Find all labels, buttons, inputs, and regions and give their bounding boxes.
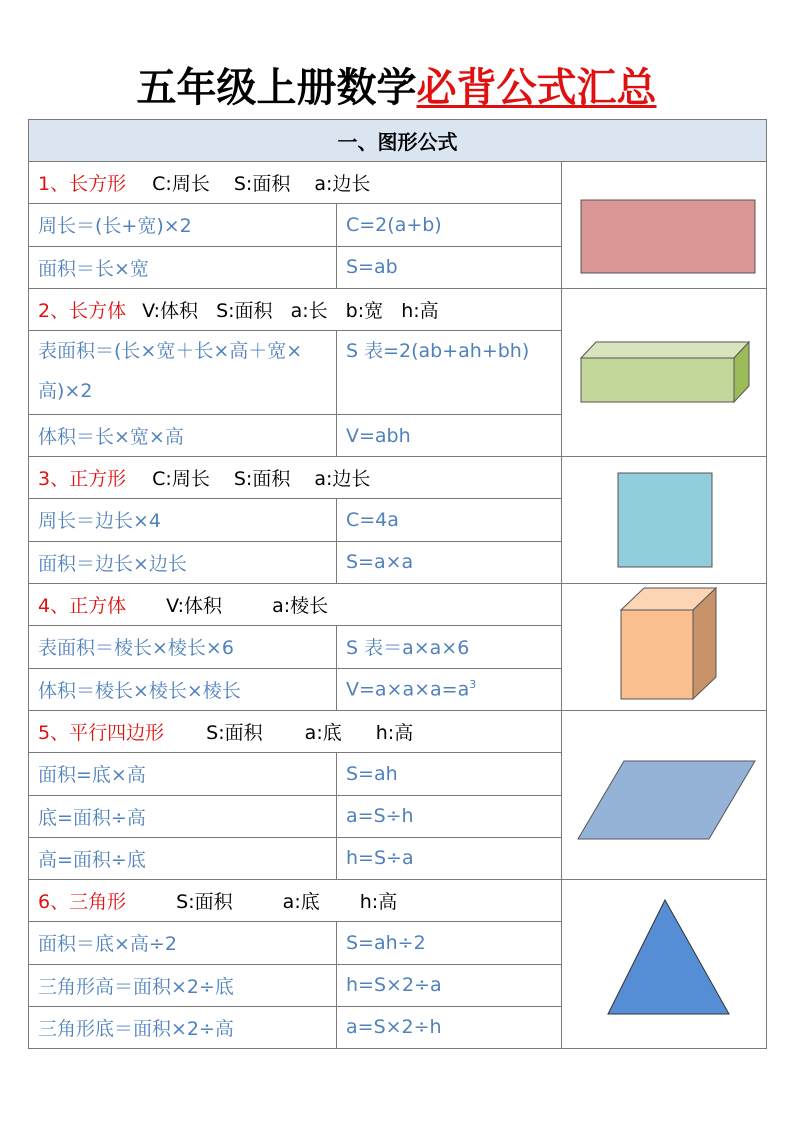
legend-item: a:棱长 xyxy=(272,595,329,618)
shape-name: 三角形 xyxy=(69,891,127,914)
legend-item: S:面积 xyxy=(206,722,263,745)
legend-item: S:面积 xyxy=(216,300,273,322)
formula-table xyxy=(28,119,767,1049)
formula-word: 面积＝长×宽 xyxy=(29,246,337,288)
formula-word: 三角形底＝面积×2÷高 xyxy=(29,1006,337,1048)
legend-item: b:宽 xyxy=(345,300,384,322)
formula-text: V=a×a×a=a xyxy=(346,678,470,701)
legend-item: h:高 xyxy=(359,891,398,914)
legend-item: a:边长 xyxy=(314,173,371,196)
triangle-figure xyxy=(562,880,767,1049)
cuboid-front xyxy=(581,358,734,402)
shape-name: 长方形 xyxy=(69,173,127,196)
shape-header-cube xyxy=(29,584,562,626)
shape-number: 2、 xyxy=(38,300,70,322)
legend-item: a:底 xyxy=(304,722,342,745)
formula-symbol xyxy=(337,668,562,710)
legend-item: h:高 xyxy=(375,722,414,745)
formula-word: 表面积＝棱长×棱长×6 xyxy=(29,626,337,668)
cube-figure xyxy=(562,584,767,711)
shape-header-parallelogram xyxy=(29,711,562,753)
cuboid-figure xyxy=(562,289,767,457)
triangle-shape xyxy=(608,900,729,1014)
cube-front xyxy=(621,610,693,699)
formula-word: 底=面积÷高 xyxy=(29,795,337,837)
exponent: 3 xyxy=(469,678,477,692)
formula-word: 面积＝边长×边长 xyxy=(29,541,337,583)
formula-symbol: h=S×2÷a xyxy=(337,964,562,1006)
shape-number: 4、 xyxy=(38,595,70,618)
shape-name: 正方形 xyxy=(69,468,127,491)
formula-word: 体积＝长×宽×高 xyxy=(29,415,337,457)
legend-item: S:面积 xyxy=(233,468,291,491)
formula-symbol: a=S÷h xyxy=(337,795,562,837)
legend-item: C:周长 xyxy=(152,173,210,196)
title-black: 五年级上册数学 xyxy=(136,65,417,111)
legend-item: C:周长 xyxy=(152,468,210,491)
legend-item: h:高 xyxy=(401,300,439,322)
section-header: 一、图形公式 xyxy=(29,120,767,162)
shape-name: 正方体 xyxy=(69,595,127,618)
formula-symbol: C=2(a+b) xyxy=(337,204,562,246)
legend-item: a:底 xyxy=(282,891,320,914)
square-figure xyxy=(562,457,767,584)
formula-word: 体积＝棱长×棱长×棱长 xyxy=(29,668,337,710)
formula-word: 表面积＝(长×宽＋长×高＋宽×高)×2 xyxy=(29,331,337,415)
shape-header-cuboid xyxy=(29,289,562,331)
shape-number: 1、 xyxy=(38,173,70,196)
shape-header-triangle xyxy=(29,880,562,922)
shape-number: 6、 xyxy=(38,891,70,914)
legend-item: a:边长 xyxy=(314,468,371,491)
page-title xyxy=(0,58,793,118)
shape-name: 平行四边形 xyxy=(69,722,165,745)
formula-word: 面积＝底×高÷2 xyxy=(29,922,337,964)
title-red: 必背公式汇总 xyxy=(416,65,657,111)
formula-symbol: V=abh xyxy=(337,415,562,457)
legend-item: S:面积 xyxy=(176,891,233,914)
formula-symbol: S=ab xyxy=(337,246,562,288)
formula-symbol: S=ah÷2 xyxy=(337,922,562,964)
formula-symbol: C=4a xyxy=(337,499,562,541)
formula-word: 三角形高＝面积×2÷底 xyxy=(29,964,337,1006)
parallelogram-figure xyxy=(562,711,767,880)
formula-word: 周长＝(长+宽)×2 xyxy=(29,204,337,246)
formula-word: 周长＝边长×4 xyxy=(29,499,337,541)
formula-symbol: a=S×2÷h xyxy=(337,1006,562,1048)
legend-item: S:面积 xyxy=(233,173,291,196)
legend-item: a:长 xyxy=(290,300,328,322)
shape-number: 3、 xyxy=(38,468,70,491)
formula-word: 面积=底×高 xyxy=(29,753,337,795)
shape-header-square xyxy=(29,457,562,499)
shape-header-rectangle xyxy=(29,162,562,204)
formula-symbol: S 表=2(ab+ah+bh) xyxy=(337,331,562,415)
formula-symbol: S=ah xyxy=(337,753,562,795)
cuboid-top xyxy=(581,342,749,358)
formula-symbol: S=a×a xyxy=(337,541,562,583)
legend-item: V:体积 xyxy=(142,300,199,322)
formula-symbol: h=S÷a xyxy=(337,837,562,879)
legend-item: V:体积 xyxy=(166,595,223,618)
parallelogram-shape xyxy=(578,761,755,839)
square-shape xyxy=(618,473,712,567)
rectangle-figure xyxy=(562,162,767,289)
formula-word: 高=面积÷底 xyxy=(29,837,337,879)
shape-number: 5、 xyxy=(38,722,70,745)
shape-name: 长方体 xyxy=(69,300,127,322)
rectangle-shape xyxy=(581,200,755,273)
formula-symbol: S 表＝a×a×6 xyxy=(337,626,562,668)
